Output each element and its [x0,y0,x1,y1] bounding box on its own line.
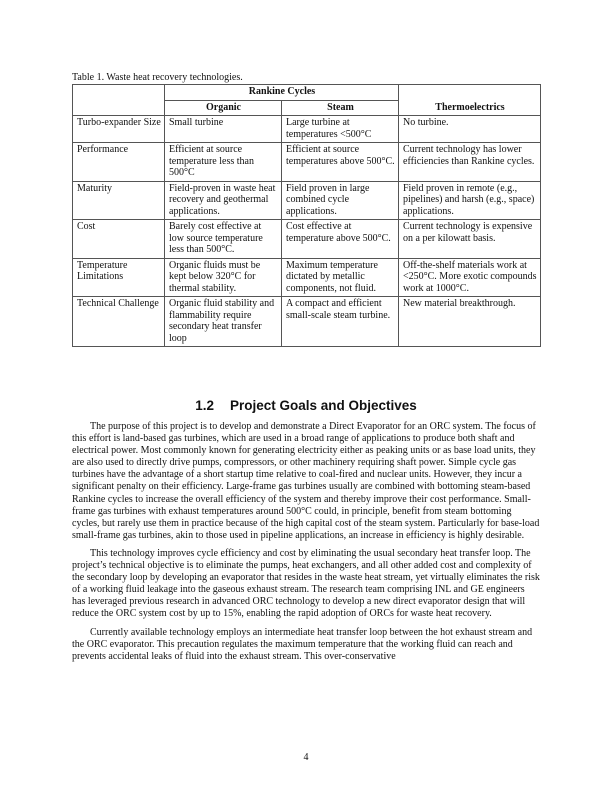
section-number: 1.2 [195,398,214,413]
table-row [73,258,541,297]
paragraph: This technology improves cycle efficiency and cost by eliminating the usual secondary heat transfer loop. The project’s technical objective is to eliminate the pumps, heat exchangers, and all other added cost and complexity of the secondary loop by developing an evaporator that resides in the waste heat stream, yet virtually eliminates the risk of a working fluid leakage into the gaseous exhaust stream. The research team comprising INL and GE engineers has leveraged previous research in advanced ORC technology to develop a new direct evaporator design that will reduce the ORC system cost by up to 15%, enabling the rapid adoption of ORCs for waste heat recovery. [72,547,540,620]
column-header-thermoelectrics: Thermoelectrics [399,85,541,116]
group-header-rankine: Rankine Cycles [165,85,399,101]
table-row [73,297,541,347]
paragraph: The purpose of this project is to develop and demonstrate a Direct Evaporator for an ORC system. The focus of this effort is land-based gas turbines, which are used in a broad range of applications to produce both shaft and electrical power. Most commonly known for generating electricity either as peaking units or as base load units, they are also used to directly drive pumps, compressors, or other machinery requiring shaft power. Simple cycle gas turbines have the advantage of a short startup time relative to coal-fired and nuclear units. However, they incur a significant penalty on their efficiency. Large-frame gas turbines usually are combined with bottoming steam-based Rankine cycles to increase the overall efficiency of the system and thereby improve their cost performance. Small-frame gas turbines with exhaust temperatures around 500°C could, in principle, benefit from steam bottoming cycles, but rarely use them in practice because of the high capital cost of the steam system. Particularly for base-load small-frame gas turbines, akin to those used in pipeline applications, an increase in efficiency is highly desirable. [72,421,540,541]
thermoelectrics-cell: New material breakthrough. [399,297,541,347]
thermoelectrics-cell: Off-the-shelf materials work at <250°C. More exotic compounds work at 1000°C. [399,258,541,297]
waste-heat-technologies-table [72,84,541,347]
organic-cell: Small turbine [165,116,282,143]
row-label: Cost [73,220,165,259]
thermoelectrics-cell: Current technology is expensive on a per kilowatt basis. [399,220,541,259]
paragraph: Currently available technology employs an intermediate heat transfer loop between the hot exhaust stream and the ORC evaporator. This precaution regulates the maximum temperature that the working fluid can reach and prevents accidental leaks of fluid into the exhaust stream. This over-conservative [72,626,533,662]
column-header-steam: Steam [282,100,399,116]
organic-cell: Barely cost effective at low source temperature less than 500°C. [165,220,282,259]
row-label: Turbo-expander Size [73,116,165,143]
body-text [72,421,540,669]
row-label: Technical Challenge [73,297,165,347]
organic-cell: Organic fluid stability and flammability require secondary heat transfer loop [165,297,282,347]
organic-cell: Organic fluids must be kept below 320°C for thermal stability. [165,258,282,297]
steam-cell: Cost effective at temperature above 500°C. [282,220,399,259]
organic-cell: Field-proven in waste heat recovery and geothermal applications. [165,181,282,220]
steam-cell: A compact and efficient small-scale steam turbine. [282,297,399,347]
thermoelectrics-cell: Current technology has lower efficiencies than Rankine cycles. [399,143,541,182]
table-caption: Table 1. Waste heat recovery technologies. [72,72,243,83]
table-row [73,220,541,259]
table-row [73,116,541,143]
thermoelectrics-cell: No turbine. [399,116,541,143]
page-number: 4 [303,752,309,763]
row-label: Maturity [73,181,165,220]
steam-cell: Efficient at source temperatures above 500°C. [282,143,399,182]
section-heading [72,398,540,414]
thermoelectrics-cell: Field proven in remote (e.g., pipelines) and harsh (e.g., space) applications. [399,181,541,220]
column-header-organic: Organic [165,100,282,116]
steam-cell: Large turbine at temperatures <500°C [282,116,399,143]
table-row [73,143,541,182]
table-row [73,181,541,220]
organic-cell: Efficient at source temperature less than 500°C [165,143,282,182]
row-label: Performance [73,143,165,182]
corner-header-cell [73,85,165,116]
row-label: Temperature Limitations [73,258,165,297]
section-title: Project Goals and Objectives [229,398,417,413]
steam-cell: Field proven in large combined cycle applications. [282,181,399,220]
steam-cell: Maximum temperature dictated by metallic components, not fluid. [282,258,399,297]
